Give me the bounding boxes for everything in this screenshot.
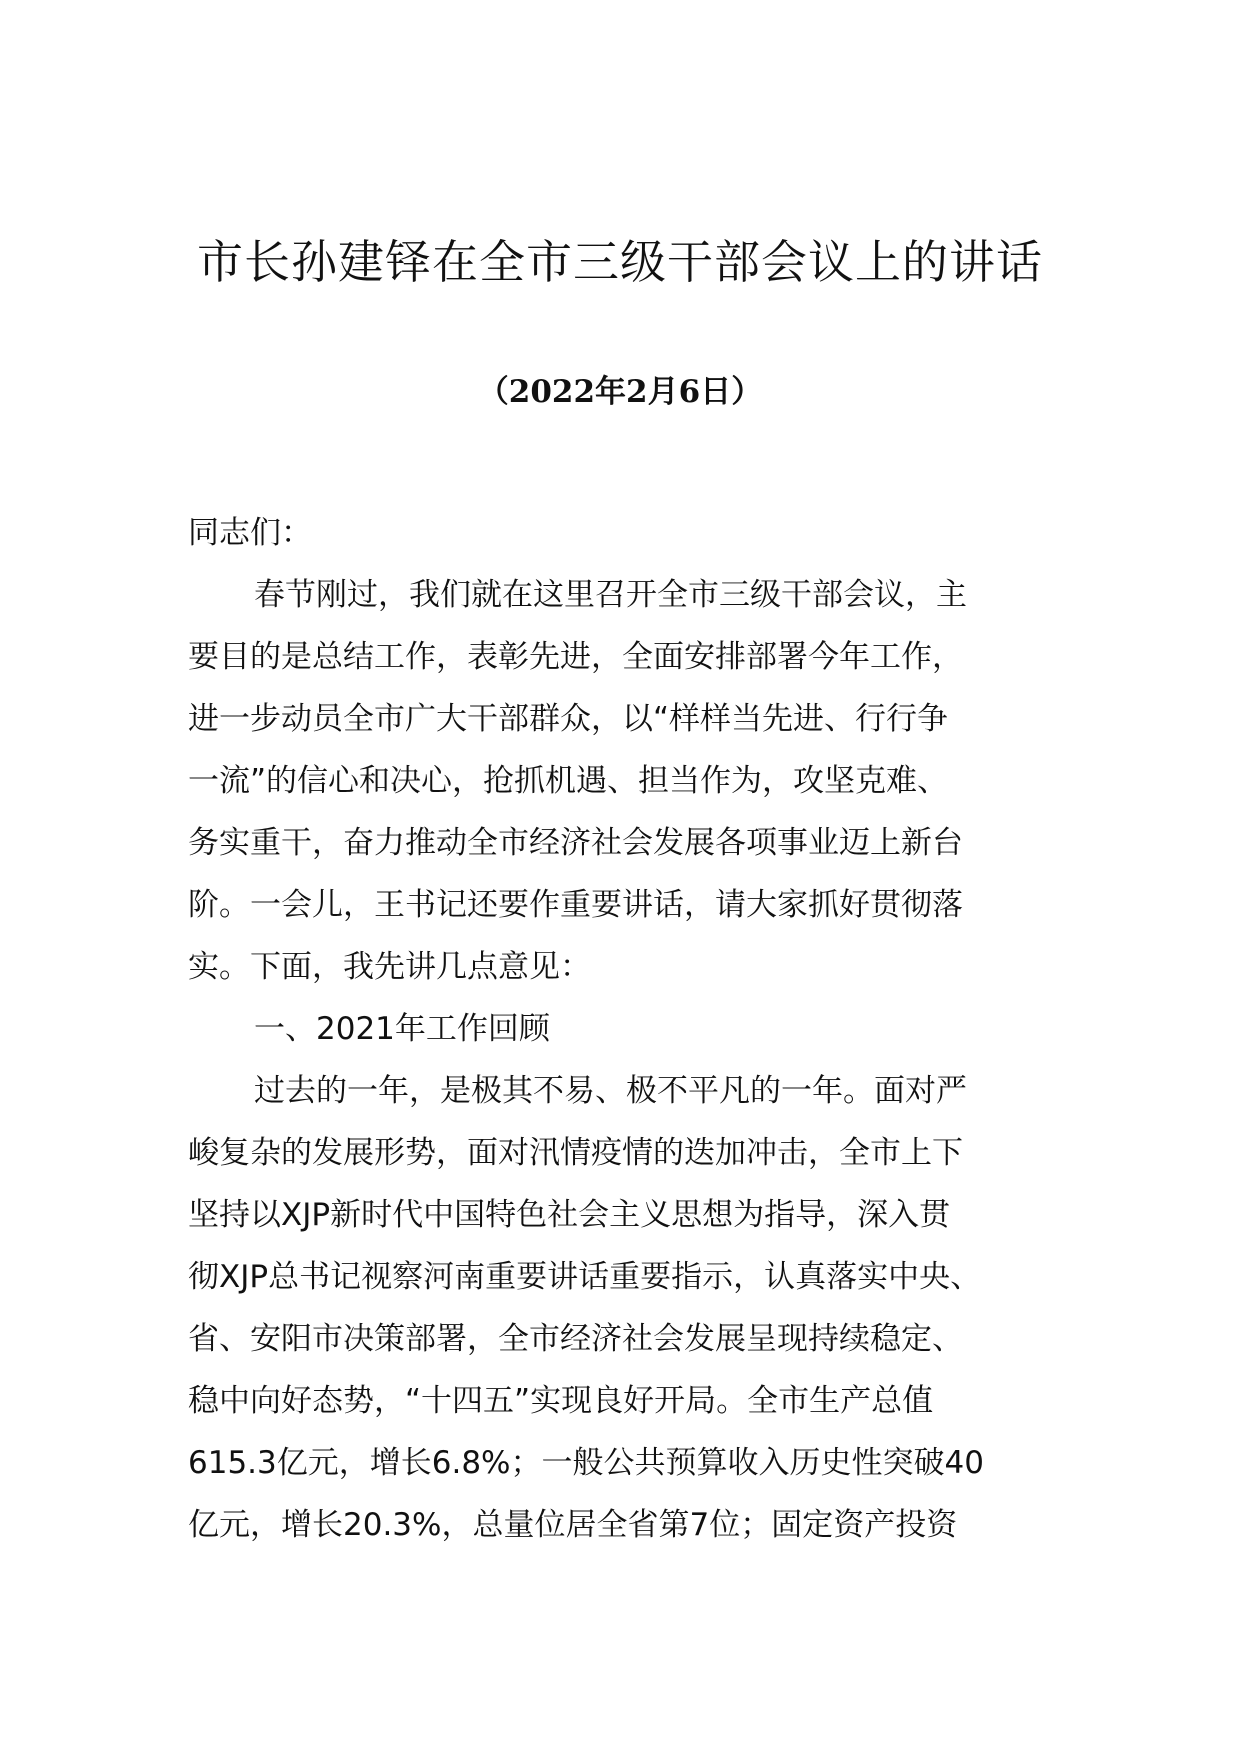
paragraph-line: 峻复杂的发展形势，面对汛情疫情的迭加冲击，全市上下	[188, 1135, 963, 1171]
paragraph-line: 615.3亿元，增长6.8%；一般公共预算收入历史性突破40	[188, 1445, 984, 1481]
document-body	[188, 502, 1058, 1556]
paragraph-line: 省、安阳市决策部署，全市经济社会发展呈现持续稳定、	[188, 1321, 963, 1357]
paragraph-line: 务实重干，奋力推动全市经济社会发展各项事业迈上新台	[188, 825, 963, 861]
paragraph-line: 亿元，增长20.3%，总量位居全省第7位；固定资产投资	[188, 1507, 958, 1543]
salutation-line: 同志们：	[188, 515, 312, 551]
paragraph-line: 要目的是总结工作，表彰先进，全面安排部署今年工作，	[188, 639, 963, 675]
paragraph-line: 彻XJP总书记视察河南重要讲话重要指示，认真落实中央、	[188, 1259, 982, 1295]
paragraph-line: 阶。一会儿，王书记还要作重要讲话，请大家抓好贯彻落	[188, 887, 963, 923]
paragraph-line: 进一步动员全市广大干部群众，以“样样当先进、行行争	[188, 701, 949, 737]
paragraph-line: 春节刚过，我们就在这里召开全市三级干部会议，主	[254, 577, 967, 613]
paragraph-line: 过去的一年，是极其不易、极不平凡的一年。面对严	[254, 1073, 967, 1109]
section-heading: 一、2021年工作回顾	[254, 1011, 550, 1047]
paragraph-line: 坚持以XJP新时代中国特色社会主义思想为指导，深入贯	[188, 1197, 951, 1233]
document-date: （2022年2月6日）	[477, 374, 763, 410]
paragraph-line: 稳中向好态势，“十四五”实现良好开局。全市生产总值	[188, 1383, 934, 1419]
paragraph-line: 一流”的信心和决心，抢抓机遇、担当作为，攻坚克难、	[188, 763, 949, 799]
paragraph-line: 实。下面，我先讲几点意见：	[188, 949, 591, 985]
document-title: 市长孙建铎在全市三级干部会议上的讲话	[197, 235, 1043, 289]
